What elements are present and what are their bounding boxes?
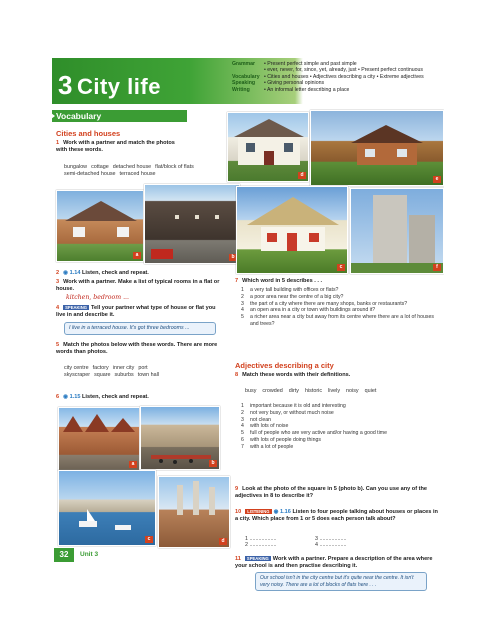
cd-icon[interactable]: ◉ 1.15 — [63, 394, 81, 400]
speaking-badge: SPEAKING — [246, 556, 269, 561]
list-item: 5 a richer area near a city but away from its centre where there are a lot of houses and trees? — [241, 314, 434, 327]
list-item: 2 a poor area near the centre of a big city? — [241, 293, 344, 300]
syllabus-row: Grammar • Present perfect simple and past simple — [232, 61, 357, 67]
textbook-page — [52, 58, 444, 578]
photo-semi-detached-house: a — [56, 190, 144, 262]
port-photo-graphic — [59, 471, 156, 546]
unit-number: 3 — [58, 70, 73, 100]
footer-unit-label: Unit 3 — [80, 551, 99, 558]
listening-badge: LISTENING — [247, 509, 270, 514]
list-item: 4 with lots of noise — [241, 423, 289, 430]
photo-block-of-flats: f — [350, 188, 444, 274]
unit-title — [58, 70, 161, 101]
syllabus-row: • ever, never, for, since, yet, already, just • Present perfect continuous — [264, 67, 423, 74]
list-item: 6 with lots of people doing things — [241, 436, 321, 443]
photo-port: c — [58, 470, 156, 546]
bungalow-photo-graphic — [311, 111, 444, 186]
task-1: 1 Work with a partner and match the photos with these words. — [56, 140, 175, 153]
triangle-icon — [52, 113, 55, 119]
photo-square-old-town: a — [58, 407, 140, 471]
list-item: 3 the part of a city where there are many shops, banks or restaurants? — [241, 300, 408, 307]
speaking-badge: SPEAKING — [65, 305, 87, 310]
flats-photo-graphic — [351, 189, 444, 274]
cottage-photo-graphic — [237, 187, 348, 274]
semi-detached-photo-graphic — [57, 191, 144, 262]
photo-factory: d — [158, 476, 230, 548]
task-9: 9 Look at the photo of the square in 5 (photo b). Can you use any of the adjectives in 8 to describe it? — [235, 486, 428, 499]
task-10: 10 LISTENING ◉ 1.16 Listen to four people talking about houses or places in a city. Which place from 1 or 5 does each person talk about? — [235, 509, 438, 522]
photo-cottage: c — [236, 186, 348, 274]
task-3-example: kitchen, bedroom ... — [66, 294, 129, 301]
unit-syllabus — [232, 61, 444, 93]
task-8-list — [241, 403, 441, 451]
answer-line[interactable]: 3 .................. — [315, 536, 347, 542]
task-11-speech-bubble: Our school isn't in the city centre but it's quite near the centre. It isn't very noisy. There are a lot of blocks of flats here . . . — [255, 572, 427, 591]
list-item: 5 full of people who are very active and/or having a good time — [241, 430, 387, 437]
task-4: 4 SPEAKING Tell your partner what type of house or flat you live in and describe it. — [56, 305, 216, 318]
answer-line[interactable]: 1 .................. — [245, 536, 277, 542]
cd-icon[interactable]: ◉ 1.14 — [63, 270, 81, 276]
task-2: 2 ◉ 1.14 Listen, check and repeat. — [56, 270, 149, 276]
task-3: 3 Work with a partner. Make a list of typical rooms in a flat or house. — [56, 279, 220, 292]
task-8: 8 Match these words with their definitions. — [235, 372, 351, 378]
cd-icon[interactable]: ◉ 1.16 — [273, 509, 291, 515]
syllabus-row: Vocabulary • Cities and houses • Adjectives describing a city • Extreme adjectives — [232, 73, 424, 80]
list-item: 3 not clean — [241, 416, 272, 423]
task-5: 5 Match the photos below with these words. There are more words than photos. — [56, 342, 218, 355]
task-5-word-box: city centre factory inner city port skyscraper square suburbs town hall — [64, 365, 160, 378]
task-7-list — [241, 287, 441, 328]
task-1-word-box: bungalow cottage detached house flat/block of flats semi-detached house terraced house — [64, 164, 194, 177]
photo-terraced-houses: b — [144, 184, 240, 264]
list-item: 7 with a lot of people — [241, 443, 294, 450]
vocabulary-heading: Vocabulary — [56, 111, 102, 121]
adjectives-heading: Adjectives describing a city — [235, 361, 334, 370]
task-10-answer-lines — [245, 536, 385, 548]
photo-detached-house: d — [227, 112, 309, 182]
answer-line[interactable]: 2 .................. — [245, 542, 277, 548]
syllabus-row: Writing • An informal letter describing a place — [232, 86, 350, 93]
list-item: 2 not very busy, or without much noise — [241, 409, 334, 416]
list-item: 1 a very tall building with offices or flats? — [241, 287, 339, 293]
task-6: 6 ◉ 1.15 Listen, check and repeat. — [56, 394, 149, 400]
task-8-word-box: busy crowded dirty historic lively noisy quiet — [245, 388, 377, 394]
answer-line[interactable]: 4 .................. — [315, 542, 347, 548]
task-11: 11 SPEAKING Work with a partner. Prepare a description of the area where your school is and then practise describing it. — [235, 556, 433, 569]
photo-bungalow: e — [310, 110, 444, 186]
house-photo-graphic — [228, 113, 309, 182]
list-item: 4 an open area in a city or town with buildings around it? — [241, 307, 376, 314]
unit-title-text: City life — [76, 74, 161, 99]
syllabus-row: Speaking • Giving personal opinions — [232, 80, 325, 87]
page-number: 32 — [54, 548, 74, 562]
vocabulary-section-bar — [52, 110, 187, 122]
cities-houses-heading: Cities and houses — [56, 129, 121, 138]
task-4-speech-bubble: I live in a terraced house. It's got three bedrooms ... — [64, 322, 216, 335]
photo-busy-square: b — [140, 406, 220, 470]
terraced-photo-graphic — [145, 185, 240, 264]
old-town-photo-graphic — [59, 408, 140, 471]
list-item: 1 important because it is old and interesting — [241, 403, 346, 409]
task-7: 7 Which word in 5 describes . . . — [235, 278, 323, 284]
